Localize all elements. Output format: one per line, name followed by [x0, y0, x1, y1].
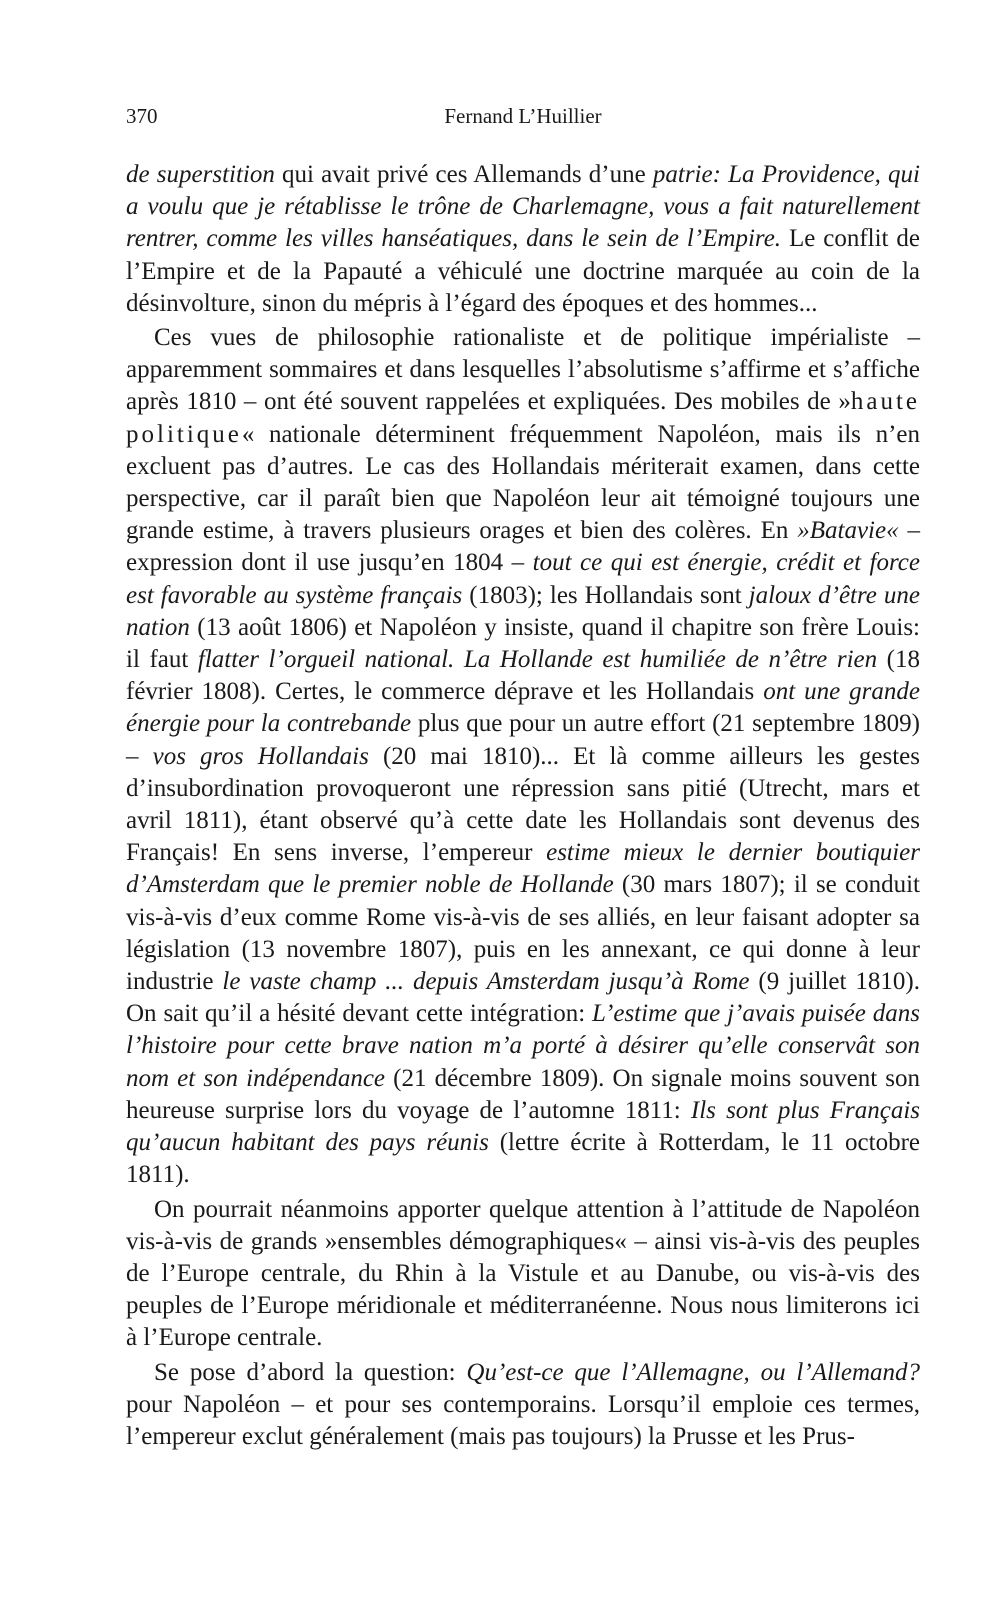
- italic-text: le vaste champ ... depuis Amsterdam jusqu’à Rome: [222, 968, 750, 996]
- text-run: Le conflit de l’Empire et de la Papauté a véhiculé une doctrine marquée au coin de la désinvolture, sinon du mépris à l’égard des époques et des hommes...: [126, 225, 920, 317]
- text-run: (9 juillet 1810). On sait qu’il a hésité devant cette intégration:: [126, 968, 920, 1028]
- paragraph: [126, 159, 920, 320]
- page-number: 370: [126, 104, 158, 128]
- italic-text: »Batavie«: [797, 517, 899, 545]
- body-text: [126, 159, 920, 1453]
- text-run: (18 février 1808). Certes, le commerce déprave et les Hollandais: [126, 646, 920, 706]
- text-run: (13 août 1806) et Napoléon y insiste, quand il chapitre son frère Louis: il faut: [126, 613, 920, 674]
- italic-text: vos gros Hollandais: [152, 742, 369, 770]
- paragraph: [126, 1194, 920, 1355]
- text-run: Ces vues de philosophie rationaliste et de politique impérialiste – apparemment sommaires et dans lesquelles l’absolutisme s’affirme et s’affiche après 1810 – ont été souvent rappelées et expliquées. Des mobiles de »: [126, 324, 920, 416]
- text-run: (20 mai 1810)... Et là comme ailleurs les gestes d’insubordination provoqueront une répression sans pitié (Utrecht, mars et avril 1811), étant observé qu’à cette date les Hollandais sont devenus des Français! En sens inverse, l’empereur: [126, 742, 921, 867]
- paragraph: [126, 1357, 920, 1454]
- paragraph: [126, 322, 920, 1191]
- text-run: (30 mars 1807); il se conduit vis-à-vis d’eux comme Rome vis-à-vis de ses alliés, en leur faisant adopter sa législation (13 novembre 1807), puis en les annexant, ce qui donne à leur industrie: [126, 871, 920, 996]
- italic-text: Ils sont plus Français qu’aucun habitant des pays réunis: [126, 1096, 920, 1157]
- text-run: (1803); les Hollandais sont: [462, 581, 749, 609]
- italic-text: flatter l’orgueil national. La Hollande est humiliée de n’être rien: [197, 646, 878, 674]
- italic-text: L’estime que j’avais puisée dans l’histoire pour cette brave nation m’a porté à désirer qu’elle conservât son nom et son indépendance: [126, 1000, 920, 1092]
- text-run: pour Napoléon – et pour ses contemporains. Lorsqu’il emploie ces termes, l’empereur exclut généralement (mais pas toujours) la Prusse et les Prus-: [126, 1390, 920, 1450]
- italic-text: estime mieux le dernier boutiquier d’Amsterdam que le premier noble de Hollande: [126, 839, 920, 899]
- text-run: qui avait privé ces Allemands d’une: [274, 161, 653, 188]
- italic-text: jaloux d’être une nation: [126, 581, 920, 641]
- text-run: Se pose d’abord la question:: [154, 1358, 467, 1386]
- italic-text: de superstition: [126, 161, 275, 188]
- text-run: – expression dont il use jusqu’en 1804 –: [126, 517, 920, 577]
- italic-text: ont une grande énergie pour la contrebande: [126, 678, 920, 738]
- text-run: plus que pour un autre effort (21 septembre 1809) –: [126, 710, 920, 770]
- italic-text: patrie: La Providence, qui a voulu que je rétablisse le trône de Charlemagne, vous a fait naturellement rentrer, comme les villes hanséatiques, dans le sein de l’Empire.: [126, 161, 920, 253]
- text-run: (21 décembre 1809). On signale moins souvent son heureuse surprise lors du voyage de l’automne 1811:: [126, 1064, 921, 1124]
- spaced-text: haute politique: [126, 388, 920, 448]
- italic-text: Qu’est-ce que l’Allemagne, ou l’Allemand?: [466, 1358, 921, 1386]
- text-run: « nationale déterminent fréquemment Napoléon, mais ils n’en excluent pas d’autres. Le cas des Hollandais mériterait examen, dans cette perspective, car il paraît bien que Napoléon leur ait témoigné toujours une grande estime, à travers plusieurs orages et bien des colères. En: [126, 420, 920, 545]
- italic-text: tout ce qui est énergie, crédit et force est favorable au système français: [126, 549, 920, 609]
- running-head: Fernand L’Huillier: [444, 104, 602, 128]
- text-run: On pourrait néanmoins apporter quelque attention à l’attitude de Napoléon vis-à-vis de grands »ensembles démographiques« – ainsi vis-à-vis des peuples de l’Europe centrale, du Rhin à la Vistule et au Danube, ou vis-à-vis des peuples de l’Europe méridionale et méditerranéenne. Nous nous limiterons ici à l’Europe centrale.: [126, 1195, 920, 1352]
- page-header: [126, 104, 920, 134]
- text-run: (lettre écrite à Rotterdam, le 11 octobre 1811).: [126, 1129, 920, 1189]
